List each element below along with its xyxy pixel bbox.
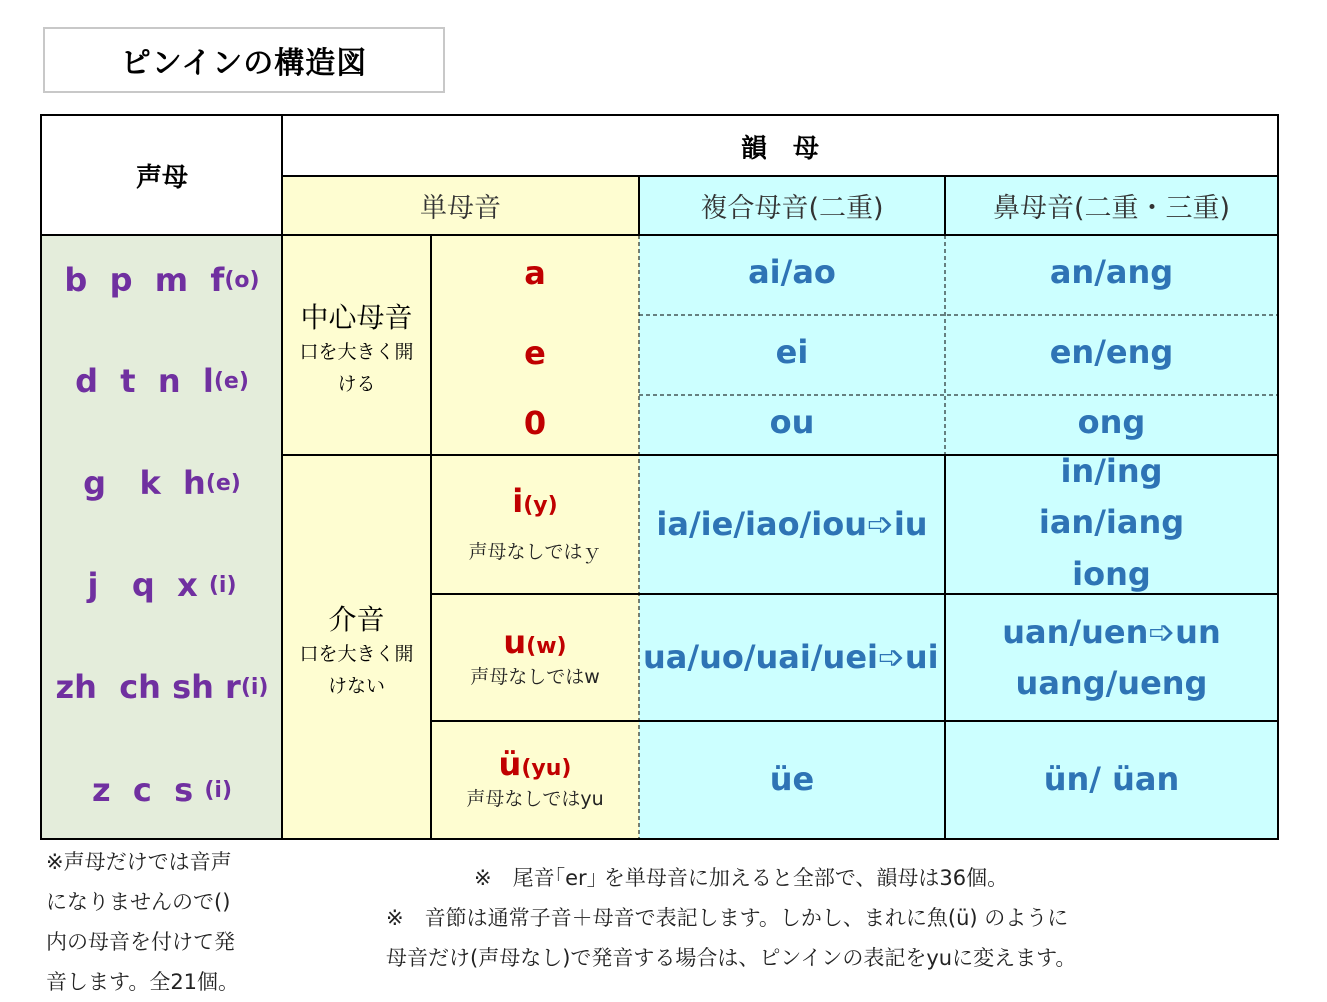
medial-vowel: ü(yu) <box>498 745 572 784</box>
compound-vowel: üe <box>769 760 815 799</box>
initial-row <box>42 755 282 825</box>
group-title: 介音 <box>328 602 385 636</box>
central-vowel-group <box>283 288 430 408</box>
medial-vowel-cell <box>431 722 639 838</box>
nasal-vowel: uang/ueng <box>1015 664 1208 702</box>
nasal-vowel-header: 鼻母音(二重・三重) <box>992 193 1231 224</box>
simple-vowel: a <box>524 254 546 292</box>
simple-vowel-header: 単母音 <box>420 193 501 224</box>
simple-vowel: e <box>524 334 546 372</box>
nasal-vowel: ong <box>1077 403 1146 442</box>
compound-vowel-header: 複合母音(二重) <box>700 193 884 224</box>
initial-vowel: (e) <box>213 368 249 394</box>
initial-vowel: (i) <box>204 777 232 803</box>
initial-letters: j q x <box>87 566 209 604</box>
nasal-vowel: uan/uen➩un <box>1002 612 1221 651</box>
nasal-vowel: an/ang <box>1049 253 1174 292</box>
initials-header: 声母 <box>135 163 188 193</box>
finals-header: 韻 母 <box>740 133 819 164</box>
medial-vowel-group <box>283 590 430 710</box>
initial-row <box>42 245 282 315</box>
page-title: ピンインの構造図 <box>43 27 445 93</box>
nasal-vowel: ian/iang <box>1038 503 1185 542</box>
group-title: 中心母音 <box>300 300 413 334</box>
compound-vowel: ai/ao <box>748 253 836 292</box>
initial-letters: zh ch sh r <box>55 668 241 706</box>
initial-letters: z c s <box>92 771 205 809</box>
nasal-vowel: en/eng <box>1049 333 1174 372</box>
compound-vowel: ei <box>775 333 809 372</box>
initial-vowel: (o) <box>224 267 260 293</box>
medial-vowel: i(y) <box>512 482 558 521</box>
compound-vowel: ou <box>769 403 815 442</box>
initial-vowel: (e) <box>205 470 241 496</box>
compound-vowel: ua/uo/uai/uei➩ui <box>643 638 939 677</box>
group-note: 口を大きく開ける <box>299 340 414 395</box>
footnote-syllable: ※ 音節は通常子音＋母音で表記します。しかし、まれに魚(ü) のように <box>386 906 1069 930</box>
initial-row <box>42 550 282 620</box>
group-note: 口を大きく開けない <box>299 642 414 697</box>
initial-row <box>42 346 282 416</box>
compound-vowel: ia/ie/iao/iou➩iu <box>656 505 928 544</box>
footnote-er: ※ 尾音｢er｣ を単母音に加えると全部で、韻母は36個。 <box>474 866 1009 890</box>
initial-letters: b p m f <box>64 261 225 299</box>
medial-vowel-note: 声母なしではｙ <box>468 541 602 564</box>
initials-note: ※声母だけでは音声 になりませんので() 内の母音を付けて発 音します。全21個。 <box>46 850 240 994</box>
nasal-vowel: ün/ üan <box>1043 760 1180 799</box>
nasal-vowel-group <box>945 595 1278 721</box>
footnote-syllable-cont: 母音だけ(声母なし)で発音する場合は、ピンインの表記をyuに変えます。 <box>386 946 1077 970</box>
nasal-vowel: iong <box>1072 554 1151 593</box>
nasal-vowel-group <box>945 452 1278 594</box>
initial-letters: d t n l <box>75 362 214 400</box>
initial-row <box>42 652 282 722</box>
initial-vowel: (i) <box>240 674 269 700</box>
medial-vowel-cell <box>431 456 639 594</box>
medial-vowel-cell <box>431 595 639 721</box>
medial-vowel-note: 声母なしではyu <box>466 788 604 811</box>
initial-vowel: (i) <box>208 572 237 598</box>
simple-vowel: 0 <box>523 404 547 442</box>
medial-vowel-note: 声母なしではw <box>470 666 600 689</box>
medial-vowel: u(w) <box>503 623 567 662</box>
initial-row <box>42 448 282 518</box>
initial-letters: g k h <box>83 464 206 502</box>
nasal-vowel: in/ing <box>1060 452 1163 491</box>
